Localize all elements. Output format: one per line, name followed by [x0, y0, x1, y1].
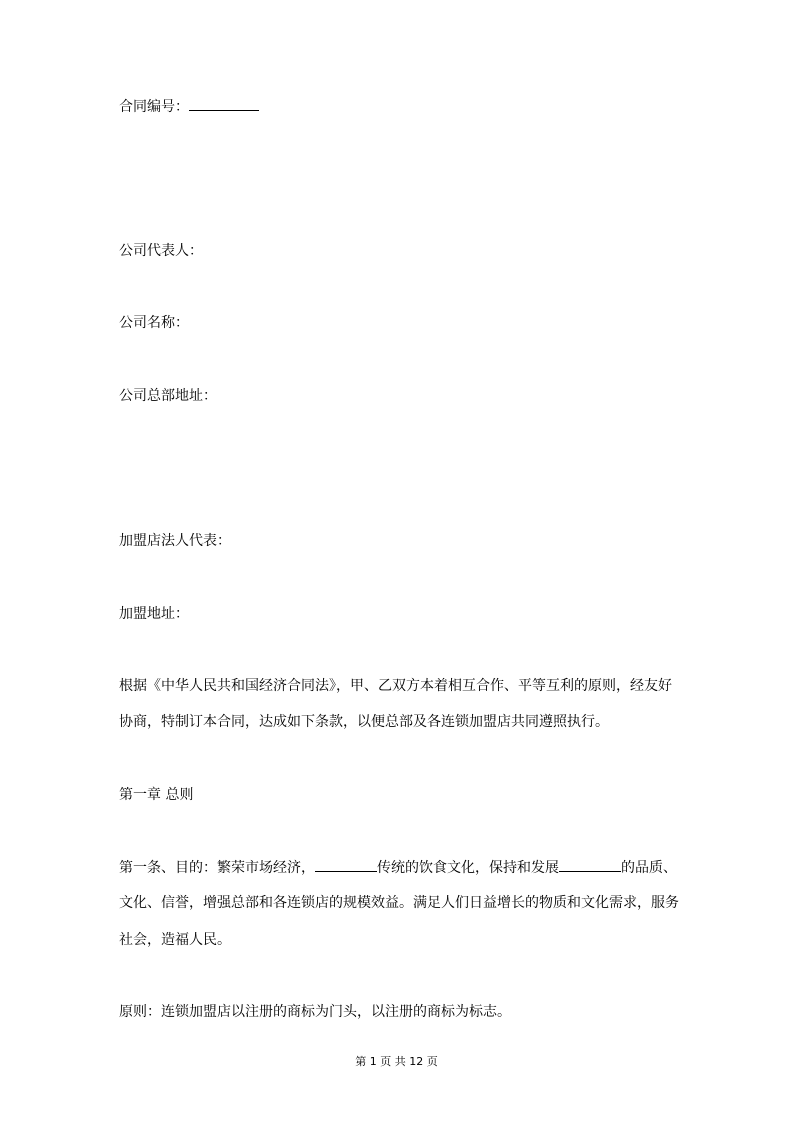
- article-1-part-1: 第一条、目的：繁荣市场经济，: [119, 860, 315, 876]
- company-representative-label: 公司代表人：: [119, 243, 203, 259]
- article-1-line-2: 文化、信誉，增强总部和各连锁店的规模效益。满足人们日益增长的物质和文化需求，服务: [119, 895, 679, 911]
- preamble-line-1: 根据《中华人民共和国经济合同法》，甲、乙双方本着相互合作、平等互利的原则，经友好: [119, 678, 672, 694]
- company-name-label: 公司名称：: [119, 315, 189, 331]
- article-1-blank-1[interactable]: [315, 857, 377, 872]
- chapter-title: 第一章 总则: [119, 787, 194, 803]
- article-1-line-3: 社会，造福人民。: [119, 932, 231, 948]
- contract-number-line: [119, 96, 259, 117]
- franchise-address-label: 加盟地址：: [119, 606, 189, 622]
- company-hq-address-label: 公司总部地址：: [119, 388, 217, 404]
- page-footer: 第 1 页 共 12 页: [355, 1055, 438, 1068]
- preamble-line-2: 协商，特制订本合同，达成如下条款，以便总部及各连锁加盟店共同遵照执行。: [119, 714, 609, 730]
- article-1-part-2: 传统的饮食文化，保持和发展: [377, 860, 559, 876]
- principle-text: 原则：连锁加盟店以注册的商标为门头，以注册的商标为标志。: [119, 1004, 511, 1020]
- article-1-line-1: [119, 857, 677, 878]
- franchise-legal-rep-label: 加盟店法人代表：: [119, 533, 231, 549]
- contract-number-blank[interactable]: [189, 96, 259, 111]
- article-1-blank-2[interactable]: [559, 857, 621, 872]
- article-1-part-3: 的品质、: [621, 860, 677, 876]
- contract-number-label: 合同编号：: [119, 99, 189, 115]
